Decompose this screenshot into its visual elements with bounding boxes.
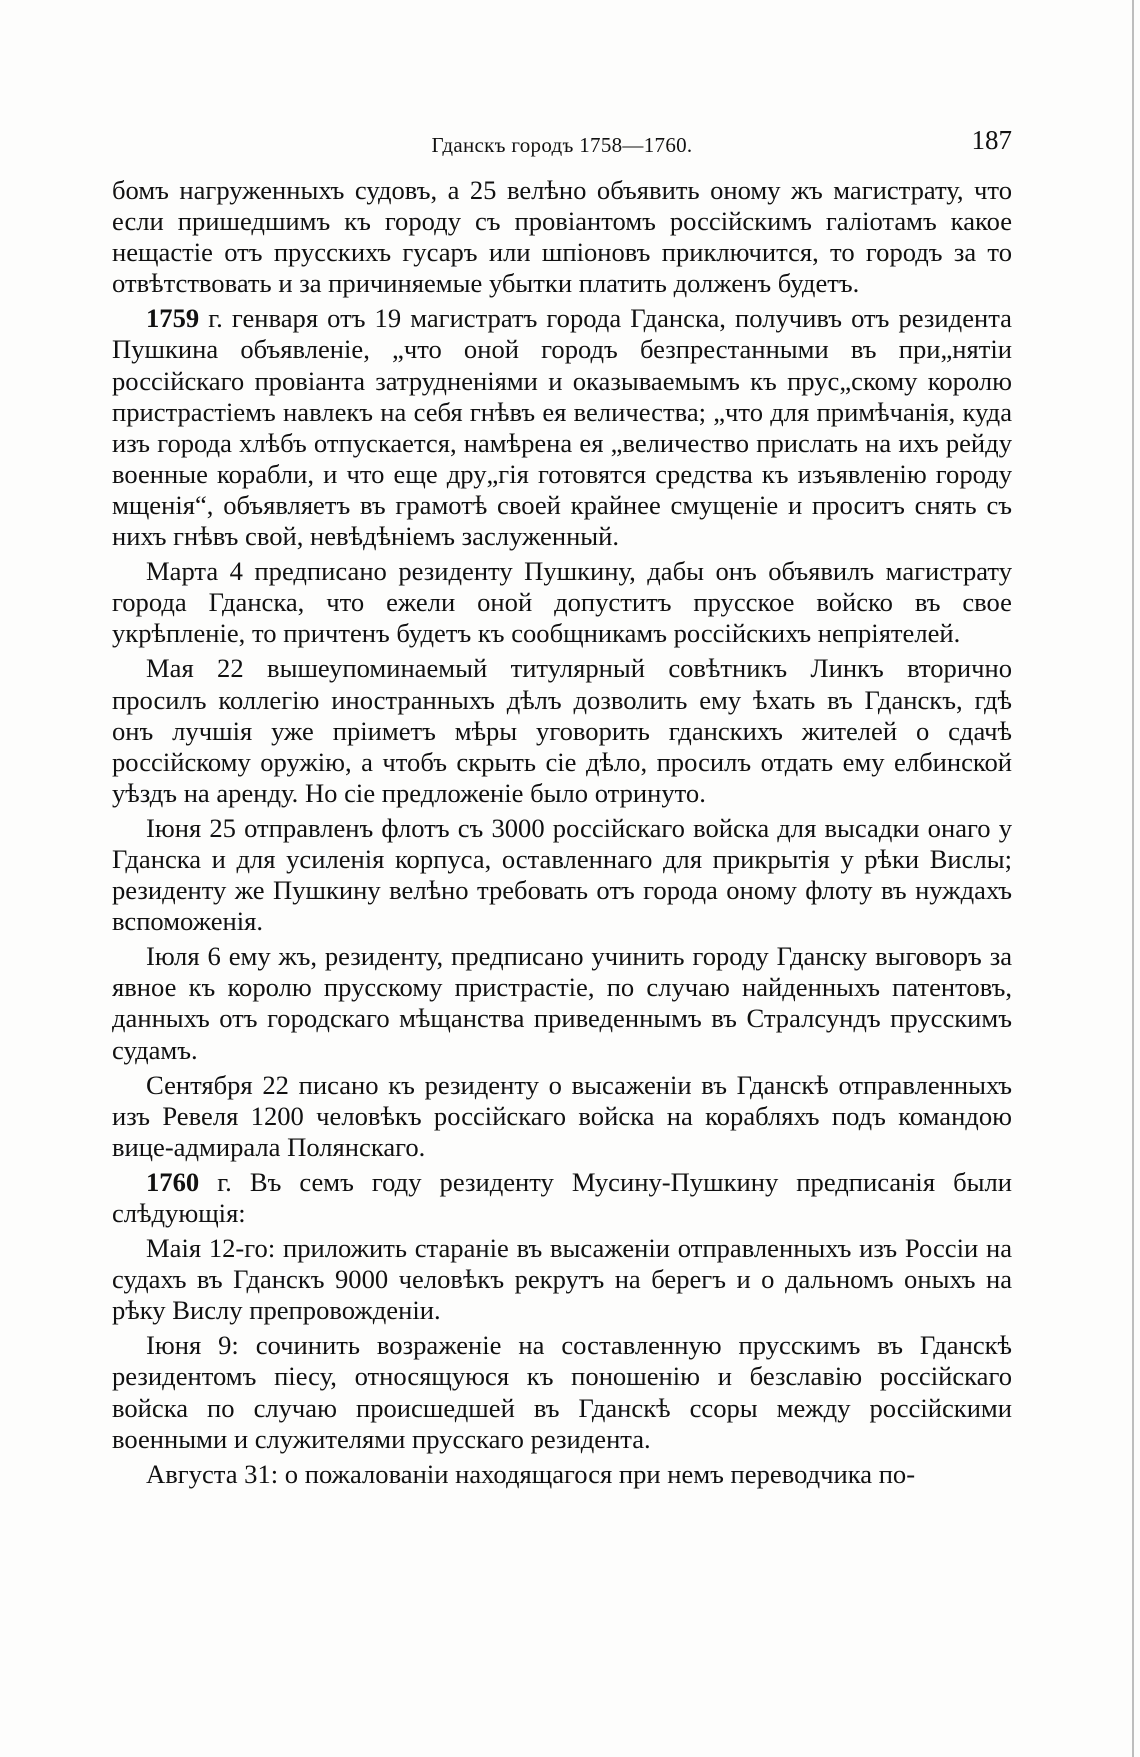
page-edge-line [1132,0,1134,1757]
paragraph-1-text: бомъ нагруженныхъ судовъ, а 25 велѣно объявить оному жъ магистрату, что если пришедшимъ къ городу съ провіантомъ россійскимъ галіотамъ какое нещастіе отъ прусскихъ гусаръ или шпіоновъ приключится, то городъ за то отвѣтствовать и за причиняемые убытки платить долженъ будетъ. [112,175,1012,299]
paragraph-11-text: Августа 31: о пожалованіи находящагося при немъ переводчика по- [146,1458,916,1489]
paragraph-5-text: Іюня 25 отправленъ флотъ съ 3000 россійскаго войска для высадки онаго у Гданска и для усиленія корпуса, оставленнаго для прикрытія у рѣки Вислы; резиденту же Пушкину велѣно требовать отъ города оному флоту въ нуждахъ вспоможенія. [112,812,1012,937]
paragraph-8 [112,1167,1012,1229]
paragraph-10 [112,1330,1012,1454]
paragraph-9-text: Маія 12-го: приложить стараніе въ высаженіи отправленныхъ изъ Россіи на судахъ въ Гданскъ 9000 человѣкъ рекрутъ на берегъ и о дальномъ оныхъ на рѣку Вислу препровожденіи. [112,1233,1012,1326]
paragraph-7 [112,1070,1012,1163]
page-number: 187 [971,125,1012,155]
year-1759: 1759 [146,303,200,334]
body-text [112,175,1012,1494]
paragraph-4 [112,653,1012,808]
paragraph-6-text: Іюля 6 ему жъ, резиденту, предписано учинить городу Гданску выговоръ за явное къ королю прусскому пристрастіе, по случаю найденныхъ патентовъ, данныхъ отъ городскаго мѣщанства приведеннымъ въ Стралсундъ прусскимъ судамъ. [112,941,1012,1065]
paragraph-6 [112,941,1012,1065]
page-header [112,125,1012,165]
paragraph-10-text: Іюня 9: сочинить возраженіе на составленную прусскимъ въ Гданскѣ резидентомъ піесу, относящуюся къ поношенію и безславію россійскаго войска по случаю происшедшей въ Гданскѣ ссоры между россійскими военными и служителями прусскаго резидента. [112,1330,1012,1454]
paragraph-7-text: Сентября 22 писано къ резиденту о высаженіи въ Гданскѣ отправленныхъ изъ Ревеля 1200 человѣкъ россійскаго войска на корабляхъ подъ командою вице-адмирала Полянскаго. [112,1069,1012,1162]
paragraph-2-text: г. генваря отъ 19 магистратъ города Гданска, получивъ отъ резидента Пушкина объявленіе, „что оной городъ безпрестанными въ при„нятіи россійскаго провіанта затрудненіями и оказываемымъ къ прус„скому королю пристрастіемъ навлекъ на себя гнѣвъ ея величества; „что для примѣчанія, куда изъ города хлѣбъ отпускается, намѣрена ея „величество прислать на ихъ рейду военные корабли, и что еще дру„гія готовятся средства къ изъявленію городу мщенія“, объявляетъ въ грамотѣ своей крайнее смущеніе и проситъ снять съ нихъ гнѣвъ свой, невѣдѣніемъ заслуженный. [112,303,1012,552]
year-1760: 1760 [146,1166,200,1197]
paragraph-5 [112,813,1012,937]
paragraph-4-text: Мая 22 вышеупоминаемый титулярный совѣтникъ Линкъ вторично просилъ коллегію иностранныхъ дѣлъ дозволить ему ѣхать въ Гданскъ, гдѣ онъ лучшія уже пріиметъ мѣры уговорить гданскихъ жителей о сдачѣ россійскому оружію, а чтобъ скрыть сіе дѣло, просилъ отдать ему елбинской уѣздъ на аренду. Но сіе предложеніе было отринуто. [112,653,1012,808]
paragraph-2 [112,303,1012,552]
paragraph-1 [112,175,1012,299]
paragraph-3 [112,556,1012,649]
paragraph-9 [112,1233,1012,1326]
running-title: Гданскъ городъ 1758—1760. [431,133,693,157]
paragraph-8-text: г. Въ семъ году резиденту Мусину-Пушкину предписанія были слѣдующія: [112,1166,1012,1228]
paragraph-11 [112,1459,1012,1490]
paragraph-3-text: Марта 4 предписано резиденту Пушкину, дабы онъ объявилъ магистрату города Гданска, что ежели оной допуститъ прусское войско въ свое укрѣпленіе, то причтенъ будетъ къ сообщникамъ россійскихъ непріятелей. [112,556,1012,649]
